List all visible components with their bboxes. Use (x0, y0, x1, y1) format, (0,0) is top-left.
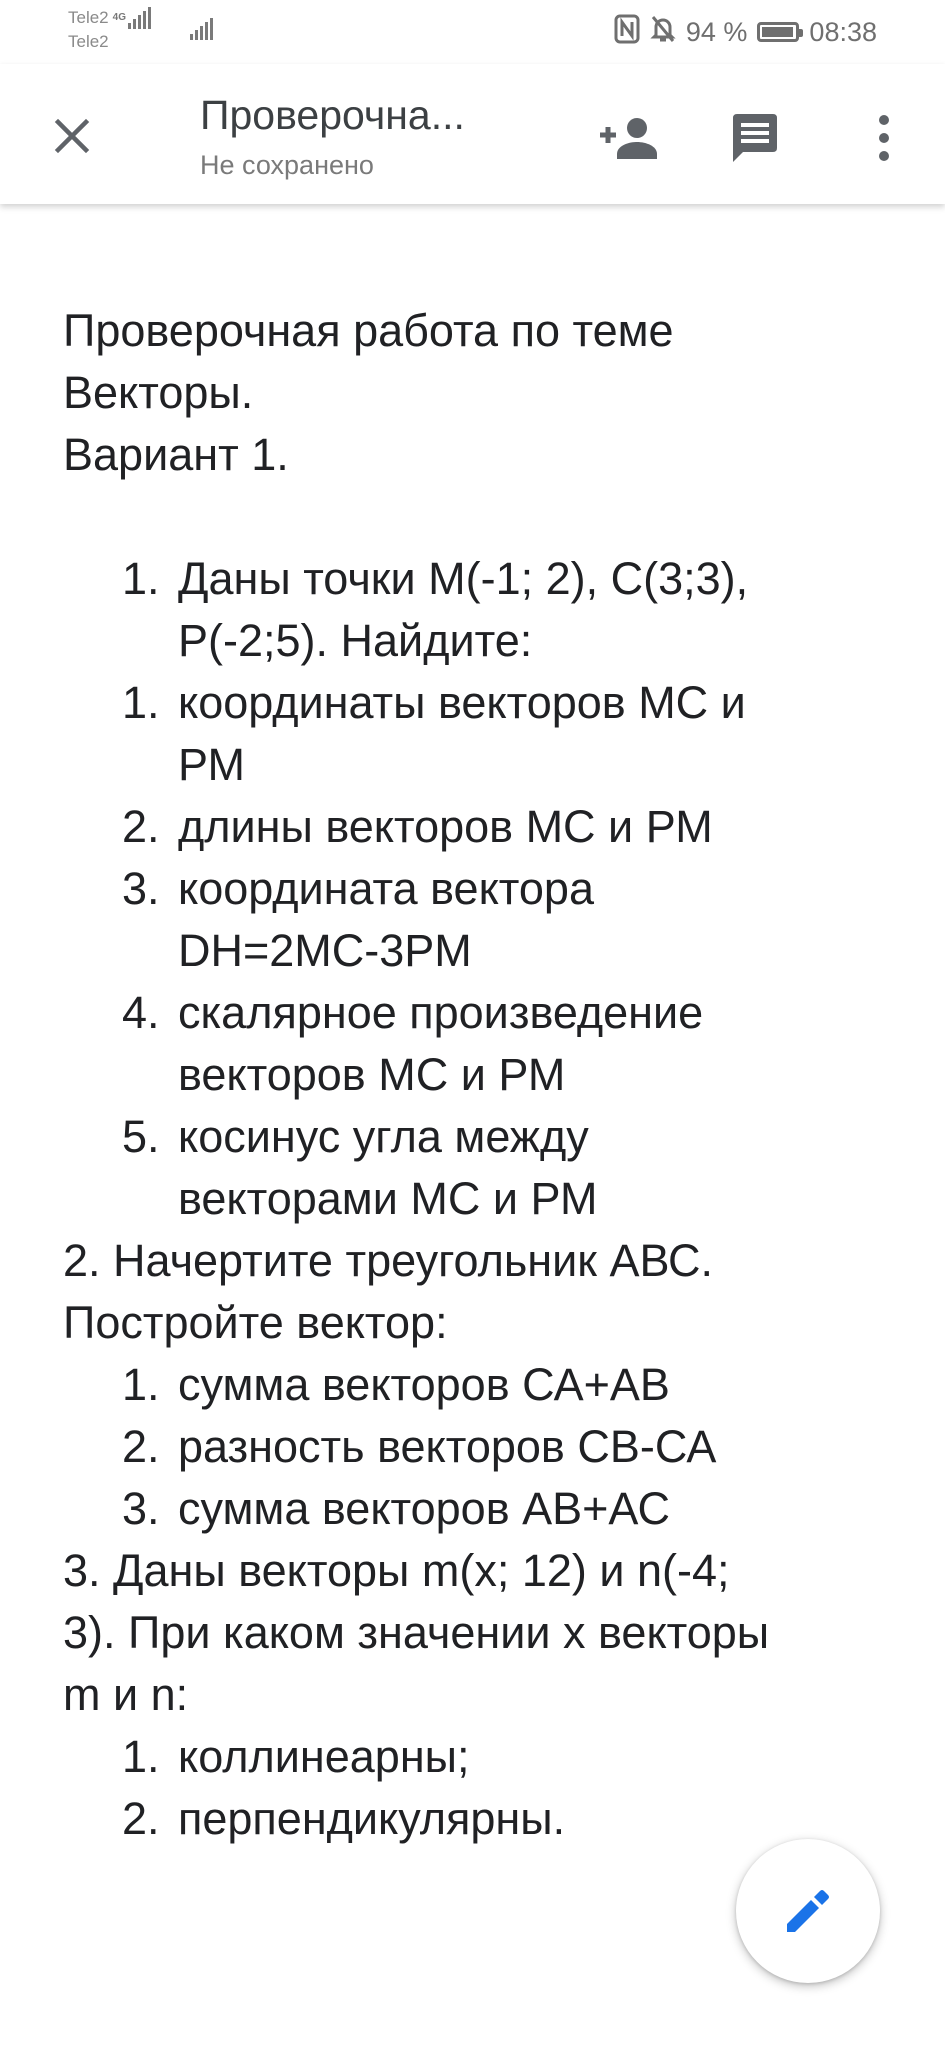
task-line: 3). При каком значении х векторы (63, 1607, 770, 1658)
edit-pencil-icon (781, 1884, 835, 1938)
signal-2-icon (190, 18, 213, 40)
comments-button[interactable] (723, 106, 787, 170)
list-item-text: сумма векторов СА+АВ (178, 1359, 670, 1410)
list-number: 1. (122, 553, 160, 604)
status-right (614, 14, 877, 50)
heading-line: Проверочная работа по теме (63, 305, 674, 356)
list-item-text: РМ (178, 739, 245, 790)
list-item-text: векторами МС и РМ (178, 1173, 598, 1224)
network-type-label: 4G (112, 12, 126, 23)
list-number: 2. (122, 801, 160, 852)
heading-line: Векторы. (63, 367, 254, 418)
app-bar (0, 64, 945, 204)
carrier-info (68, 6, 151, 54)
battery-percent: 94 % (685, 16, 748, 47)
list-number: 2. (122, 1793, 160, 1844)
list-number: 4. (122, 987, 160, 1038)
carrier-2-label: Tele2 (68, 32, 109, 51)
list-item-text: координаты векторов МС и (178, 677, 746, 728)
nfc-icon (614, 14, 640, 51)
list-item-text: координата вектора (178, 863, 594, 914)
variant-line: Вариант 1. (63, 429, 289, 480)
list-number: 1. (122, 1731, 160, 1782)
comment-icon (729, 112, 781, 164)
list-item-text: косинус угла между (178, 1111, 589, 1162)
battery-icon (757, 22, 799, 42)
list-item-text: коллинеарны; (178, 1731, 470, 1782)
task-line: 2. Начертите треугольник АВС. (63, 1235, 713, 1286)
task-line: Постройте вектор: (63, 1297, 448, 1348)
list-item-text: перпендикулярны. (178, 1793, 566, 1844)
person-add-icon (598, 115, 660, 161)
more-vert-icon (876, 114, 892, 162)
list-item-text: DH=2MC-3PM (178, 925, 472, 976)
list-number: 1. (122, 1359, 160, 1410)
list-item-text: скалярное произведение (178, 987, 704, 1038)
list-number: 2. (122, 1421, 160, 1472)
list-number: 1. (122, 677, 160, 728)
mute-bell-icon (650, 14, 676, 51)
clock: 08:38 (809, 16, 877, 47)
list-item-text: сумма векторов АВ+АС (178, 1483, 670, 1534)
close-icon (52, 116, 92, 156)
edit-fab-button[interactable] (736, 1839, 880, 1983)
list-number: 3. (122, 863, 160, 914)
list-item-text: разность векторов СВ-СА (178, 1421, 717, 1472)
list-item-text: Даны точки М(-1; 2), С(3;3), (178, 553, 749, 604)
list-item-text: длины векторов МС и РМ (178, 801, 713, 852)
list-item-text: векторов МС и РМ (178, 1049, 566, 1100)
more-options-button[interactable] (852, 106, 916, 170)
save-status: Не сохранено (200, 150, 374, 180)
close-button[interactable] (40, 104, 104, 168)
status-bar (0, 0, 945, 64)
task-line: m и n: (63, 1669, 189, 1720)
carrier-1-label: Tele2 (68, 8, 109, 27)
list-number: 5. (122, 1111, 160, 1162)
list-number: 3. (122, 1483, 160, 1534)
task-line: 3. Даны векторы m(x; 12) и n(-4; (63, 1545, 730, 1596)
document-title: Проверочна... (200, 92, 465, 138)
list-item-text: Р(-2;5). Найдите: (178, 615, 533, 666)
share-button[interactable] (597, 106, 661, 170)
signal-icon (128, 7, 151, 29)
